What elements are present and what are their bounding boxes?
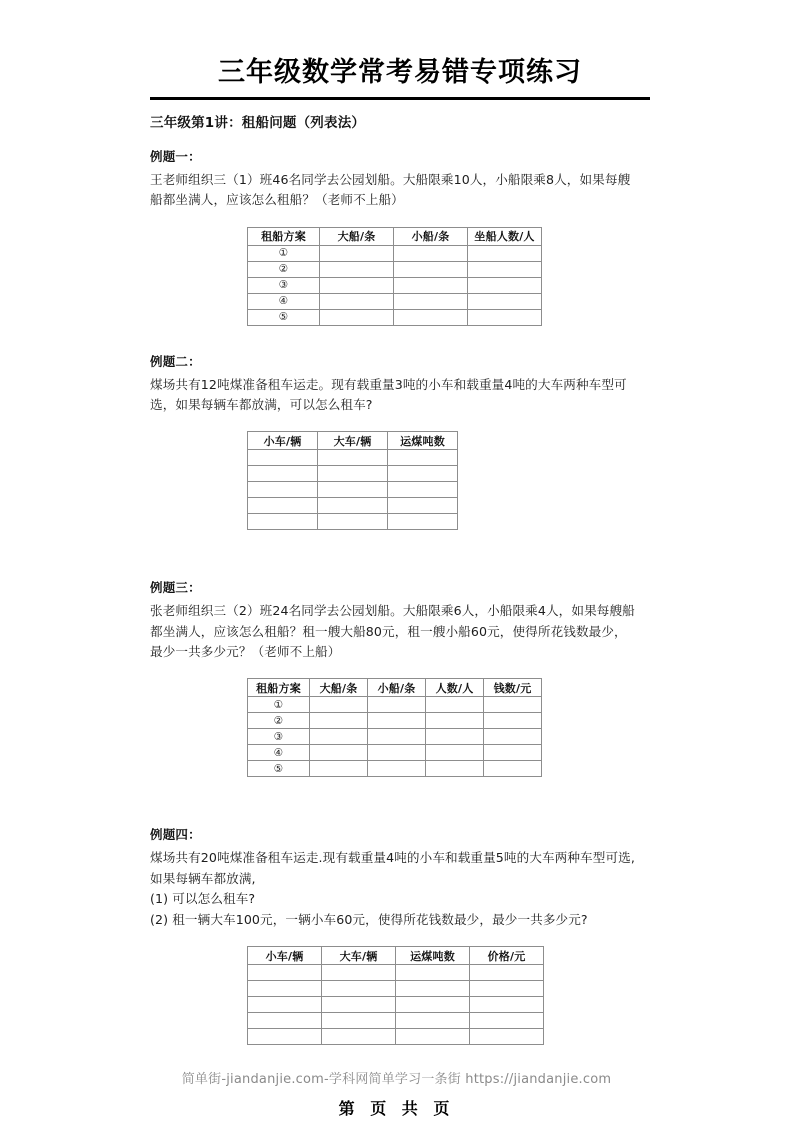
answer-cell[interactable] — [470, 1013, 544, 1029]
example-1-line-2: 船都坐满人，应该怎么租船？（老师不上船） — [150, 192, 404, 208]
answer-cell[interactable] — [248, 450, 318, 466]
lesson-subtitle: 三年级第1讲：租船问题（列表法） — [150, 114, 366, 131]
table-row — [248, 745, 542, 761]
answer-cell[interactable] — [484, 761, 542, 777]
answer-cell[interactable] — [426, 745, 484, 761]
example-label-1: 例题一： — [150, 148, 201, 164]
column-header: 人数/人 — [426, 679, 484, 697]
answer-cell[interactable] — [426, 761, 484, 777]
table-row — [248, 498, 458, 514]
answer-cell[interactable] — [248, 482, 318, 498]
column-header: 大车/辆 — [318, 432, 388, 450]
table-wrap-3 — [150, 678, 650, 777]
answer-cell[interactable] — [310, 761, 368, 777]
table-header-row — [248, 432, 458, 450]
answer-cell[interactable] — [426, 729, 484, 745]
example-3-line-2: 都坐满人，应该怎么租船？租一艘大船80元，租一艘小船60元，使得所花钱数最少， — [150, 623, 627, 639]
answer-cell[interactable] — [248, 1013, 322, 1029]
answer-cell[interactable] — [394, 245, 468, 261]
answer-cell[interactable] — [320, 309, 394, 325]
example-body-4 — [150, 848, 678, 930]
table-row — [248, 277, 542, 293]
page-title: 三年级数学常考易错专项练习 — [218, 57, 582, 88]
answer-cell[interactable] — [368, 697, 426, 713]
table-row — [248, 514, 458, 530]
column-header: 租船方案 — [248, 227, 320, 245]
answer-cell[interactable] — [318, 482, 388, 498]
column-header: 小船/条 — [368, 679, 426, 697]
answer-cell[interactable] — [320, 245, 394, 261]
page-footer — [0, 1068, 793, 1119]
example-body-1 — [150, 170, 678, 211]
column-header: 小车/辆 — [248, 947, 322, 965]
page-number-mark: 第 页 共 页 — [338, 1099, 455, 1118]
answer-cell[interactable] — [396, 1029, 470, 1045]
answer-cell[interactable] — [318, 514, 388, 530]
answer-cell[interactable] — [388, 514, 458, 530]
answer-cell[interactable] — [368, 713, 426, 729]
answer-cell[interactable] — [322, 1013, 396, 1029]
answer-cell[interactable] — [248, 997, 322, 1013]
answer-cell[interactable] — [318, 450, 388, 466]
column-header: 运煤吨数 — [396, 947, 470, 965]
answer-cell[interactable] — [470, 1029, 544, 1045]
answer-cell[interactable] — [396, 981, 470, 997]
example-block-2 — [150, 352, 650, 416]
row-index: ② — [248, 713, 310, 729]
row-index: ③ — [248, 729, 310, 745]
table-wrap-2 — [150, 431, 650, 530]
answer-cell[interactable] — [320, 261, 394, 277]
answer-cell[interactable] — [468, 277, 542, 293]
column-header: 运煤吨数 — [388, 432, 458, 450]
rental-plan-table-3 — [247, 678, 542, 777]
column-header: 小车/辆 — [248, 432, 318, 450]
answer-cell[interactable] — [322, 981, 396, 997]
example-4-question-2: (2) 租一辆大车100元，一辆小车60元，使得所花钱数最少，最少一共多少元? — [150, 911, 588, 927]
table-row — [248, 1013, 544, 1029]
answer-cell[interactable] — [468, 261, 542, 277]
answer-cell[interactable] — [388, 466, 458, 482]
answer-cell[interactable] — [468, 245, 542, 261]
answer-cell[interactable] — [484, 745, 542, 761]
example-body-2 — [150, 375, 678, 416]
answer-cell[interactable] — [248, 498, 318, 514]
example-label-2: 例题二： — [150, 353, 201, 369]
row-index: ③ — [248, 277, 320, 293]
watermark-text: 简单街-jiandanjie.com-学科网简单学习一条街 https://jiandanjie.com — [181, 1072, 612, 1087]
row-index: ② — [248, 261, 320, 277]
example-body-3 — [150, 601, 678, 662]
answer-cell[interactable] — [484, 713, 542, 729]
truck-rental-table-2 — [247, 431, 458, 530]
example-4-line-2: 如果每辆车都放满, — [150, 870, 256, 886]
table-row — [248, 245, 542, 261]
answer-cell[interactable] — [394, 261, 468, 277]
column-header: 坐船人数/人 — [468, 227, 542, 245]
row-index: ① — [248, 697, 310, 713]
answer-cell[interactable] — [394, 277, 468, 293]
column-header: 大船/条 — [310, 679, 368, 697]
answer-cell[interactable] — [426, 697, 484, 713]
section-gap — [150, 803, 650, 825]
example-label-3: 例题三： — [150, 580, 201, 596]
answer-cell[interactable] — [470, 965, 544, 981]
answer-cell[interactable] — [318, 466, 388, 482]
answer-cell[interactable] — [388, 482, 458, 498]
row-index: ④ — [248, 293, 320, 309]
answer-cell[interactable] — [248, 981, 322, 997]
truck-rental-table-4 — [247, 946, 544, 1045]
answer-cell[interactable] — [322, 997, 396, 1013]
example-2-line-1: 煤场共有12吨煤准备租车运走。现有载重量3吨的小车和载重量4吨的大车两种车型可 — [150, 376, 627, 392]
answer-cell[interactable] — [248, 1029, 322, 1045]
example-label-4: 例题四： — [150, 827, 201, 843]
answer-cell[interactable] — [368, 745, 426, 761]
column-header: 小船/条 — [394, 227, 468, 245]
rental-plan-table-1 — [247, 227, 542, 326]
answer-cell[interactable] — [318, 498, 388, 514]
table-row — [248, 466, 458, 482]
table-row — [248, 309, 542, 325]
answer-cell[interactable] — [320, 293, 394, 309]
example-block-3 — [150, 578, 650, 662]
answer-cell[interactable] — [310, 745, 368, 761]
answer-cell[interactable] — [320, 277, 394, 293]
table-row — [248, 997, 544, 1013]
row-index: ① — [248, 245, 320, 261]
answer-cell[interactable] — [426, 713, 484, 729]
table-row — [248, 981, 544, 997]
table-row — [248, 713, 542, 729]
column-header: 价格/元 — [470, 947, 544, 965]
table-wrap-1 — [150, 227, 650, 326]
answer-cell[interactable] — [470, 997, 544, 1013]
answer-cell[interactable] — [248, 514, 318, 530]
answer-cell[interactable] — [368, 761, 426, 777]
example-1-line-1: 王老师组织三（1）班46名同学去公园划船。大船限乘10人，小船限乘8人，如果每艘 — [150, 171, 631, 187]
column-header: 大船/条 — [320, 227, 394, 245]
answer-cell[interactable] — [468, 293, 542, 309]
table-header-row — [248, 947, 544, 965]
answer-cell[interactable] — [484, 729, 542, 745]
example-block-1 — [150, 147, 650, 211]
table-row — [248, 293, 542, 309]
example-2-line-2: 选，如果每辆车都放满，可以怎么租车? — [150, 396, 373, 412]
column-header: 钱数/元 — [484, 679, 542, 697]
answer-cell[interactable] — [468, 309, 542, 325]
example-block-4 — [150, 825, 650, 930]
answer-cell[interactable] — [394, 293, 468, 309]
row-index: ⑤ — [248, 761, 310, 777]
table-row — [248, 482, 458, 498]
row-index: ⑤ — [248, 309, 320, 325]
answer-cell[interactable] — [248, 466, 318, 482]
table-row — [248, 450, 458, 466]
table-row — [248, 1029, 544, 1045]
answer-cell[interactable] — [484, 697, 542, 713]
answer-cell[interactable] — [310, 713, 368, 729]
example-3-line-1: 张老师组织三（2）班24名同学去公园划船。大船限乘6人，小船限乘4人，如果每艘船 — [150, 603, 635, 619]
answer-cell[interactable] — [470, 981, 544, 997]
page-content — [150, 56, 650, 1071]
answer-cell[interactable] — [310, 729, 368, 745]
table-wrap-4 — [150, 946, 650, 1045]
answer-cell[interactable] — [388, 450, 458, 466]
table-row — [248, 729, 542, 745]
title-divider — [150, 97, 650, 100]
answer-cell[interactable] — [396, 1013, 470, 1029]
answer-cell[interactable] — [396, 965, 470, 981]
example-4-question-1: (1) 可以怎么租车? — [150, 891, 256, 907]
answer-cell[interactable] — [368, 729, 426, 745]
answer-cell[interactable] — [396, 997, 470, 1013]
example-3-line-3: 最少一共多少元？（老师不上船） — [150, 644, 341, 660]
answer-cell[interactable] — [310, 697, 368, 713]
section-gap — [150, 556, 650, 578]
table-row — [248, 761, 542, 777]
answer-cell[interactable] — [248, 965, 322, 981]
table-row — [248, 261, 542, 277]
example-4-line-1: 煤场共有20吨煤准备租车运走.现有载重量4吨的小车和载重量5吨的大车两种车型可选, — [150, 850, 635, 866]
table-header-row — [248, 227, 542, 245]
answer-cell[interactable] — [394, 309, 468, 325]
answer-cell[interactable] — [388, 498, 458, 514]
column-header: 租船方案 — [248, 679, 310, 697]
table-row — [248, 965, 544, 981]
table-row — [248, 697, 542, 713]
row-index: ④ — [248, 745, 310, 761]
column-header: 大车/辆 — [322, 947, 396, 965]
answer-cell[interactable] — [322, 1029, 396, 1045]
answer-cell[interactable] — [322, 965, 396, 981]
table-header-row — [248, 679, 542, 697]
